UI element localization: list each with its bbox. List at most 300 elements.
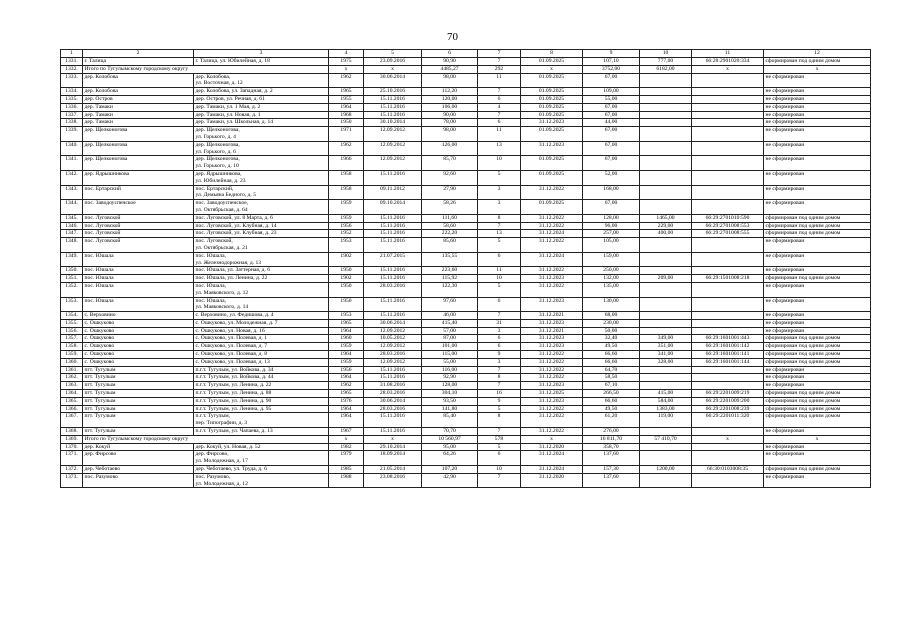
table-cell	[83, 382, 194, 390]
table-cell	[61, 351, 83, 359]
cell-line: пгт. Тугулым	[84, 374, 116, 381]
cell-line: 12.09.2012	[379, 141, 406, 148]
cell-line: п.г.т. Тугулым, ул. Чапаева, д. 13	[195, 428, 273, 435]
table-cell	[329, 443, 364, 451]
cell-line: 1965	[340, 390, 352, 397]
cell-line: 9	[497, 351, 501, 358]
cell-line: 119,00	[657, 413, 674, 420]
cell-line: 70,70	[443, 428, 456, 435]
table-cell	[478, 127, 521, 142]
cell-line: 1902	[340, 252, 352, 259]
cell-line-continued	[85, 80, 192, 87]
table-cell	[478, 374, 521, 382]
cell-line: 1353.	[65, 297, 78, 304]
cell-line: 66:28:2901020:334	[705, 58, 750, 64]
table-cell	[422, 312, 478, 320]
table-cell	[61, 111, 83, 119]
cell-line-continued	[766, 134, 869, 141]
cell-line: дер. Щелконогова	[84, 156, 128, 163]
table-cell	[194, 366, 329, 374]
cell-line: 1338.	[65, 119, 78, 126]
cell-line: дер. Остров	[84, 95, 113, 102]
table-cell	[329, 275, 364, 283]
cell-line: 66:29:2201011:320	[705, 413, 750, 420]
table-cell	[61, 312, 83, 320]
cell-line: 1965	[340, 88, 352, 95]
cell-line: 122,30	[441, 282, 458, 289]
cell-line-continued	[424, 260, 476, 267]
table-cell	[521, 170, 583, 185]
table-cell	[422, 111, 478, 119]
cell-line: дер. Фирсово,	[195, 451, 229, 458]
cell-line: 66:29:1601001:443	[705, 335, 750, 342]
cell-line-continued	[523, 192, 581, 199]
table-cell	[521, 397, 583, 405]
table-cell	[764, 473, 871, 488]
cell-line: пос. Юшала, ул. Заттерная, д. 6	[195, 267, 271, 274]
cell-line: 1333.	[65, 73, 78, 80]
table-cell	[194, 141, 329, 156]
table-cell	[640, 230, 692, 238]
table-cell	[83, 200, 194, 215]
cell-line-continued	[585, 245, 638, 252]
table-cell	[194, 95, 329, 103]
table-cell	[329, 214, 364, 222]
cell-line: сформирован под одним домом	[765, 358, 841, 365]
cell-line: 10	[496, 156, 502, 163]
cell-line: с. Ошкуково	[84, 343, 115, 350]
cell-line: 31.12.2022	[538, 428, 565, 435]
table-cell	[583, 473, 640, 488]
cell-line: 11	[496, 267, 502, 274]
table-cell	[583, 312, 640, 320]
table-cell	[83, 111, 194, 119]
cell-line: дер. Тамаки	[84, 103, 113, 110]
table-cell	[194, 58, 329, 66]
cell-line: 116,00	[441, 366, 458, 373]
table-row	[61, 428, 871, 436]
cell-line-continued	[766, 290, 869, 297]
table-cell	[692, 73, 764, 88]
table-cell	[583, 58, 640, 66]
table-cell	[83, 390, 194, 398]
table-cell	[364, 230, 422, 238]
table-cell	[478, 252, 521, 267]
cell-line: 1360.	[65, 358, 78, 365]
table-row	[61, 111, 871, 119]
cell-line-continued: ул. Молодежная, д. 12	[195, 480, 248, 487]
cell-line: сформирован под одним домом	[765, 214, 841, 221]
table-cell	[640, 88, 692, 96]
table-cell	[329, 111, 364, 119]
table-cell	[61, 374, 83, 382]
table-cell	[521, 428, 583, 436]
cell-line: 67,00	[604, 200, 618, 207]
cell-line: дер. Колобова	[84, 73, 118, 80]
cell-line: 777,00	[657, 58, 674, 64]
table-row	[61, 170, 871, 185]
cell-line: с. Верховино	[84, 312, 116, 319]
cell-line: 3	[497, 327, 501, 334]
table-cell	[422, 327, 478, 335]
table-cell	[61, 230, 83, 238]
cell-line-continued	[766, 178, 869, 185]
table-cell	[194, 343, 329, 351]
cell-line: 98,00	[443, 127, 456, 134]
column-header: 12	[764, 50, 871, 58]
cell-line-continued	[642, 238, 690, 245]
cell-line: 400,00	[657, 230, 674, 237]
cell-line-continued	[63, 149, 81, 156]
cell-line: 01.09.2025	[538, 111, 565, 118]
table-cell	[83, 343, 194, 351]
table-cell	[422, 451, 478, 466]
cell-line-continued	[694, 186, 762, 193]
table-cell	[640, 58, 692, 66]
cell-line-continued	[85, 149, 192, 156]
cell-line: дер. Щелконогова	[84, 141, 128, 148]
cell-line: 415,00	[657, 390, 674, 397]
cell-line-continued	[424, 192, 476, 199]
cell-line: 31.08.2016	[379, 382, 406, 389]
table-row	[61, 358, 871, 366]
table-cell	[364, 319, 422, 327]
table-cell	[764, 119, 871, 127]
table-cell	[422, 275, 478, 283]
cell-line: дер. Тамаки, ул. 1 Мая, д. 2	[195, 103, 261, 110]
table-cell	[764, 275, 871, 283]
table-cell	[61, 222, 83, 230]
table-row	[61, 238, 871, 253]
cell-line: 55,00	[443, 358, 456, 365]
table-cell	[61, 390, 83, 398]
cell-line: не сформирован	[765, 282, 805, 289]
table-cell	[422, 428, 478, 436]
table-row	[61, 230, 871, 238]
table-cell	[422, 351, 478, 359]
cell-line: 1345.	[65, 214, 78, 221]
table-cell	[478, 358, 521, 366]
table-cell	[364, 312, 422, 320]
table-cell	[83, 238, 194, 253]
cell-line: с. Ошкуково	[84, 319, 115, 326]
cell-line: 1352.	[65, 282, 78, 289]
table-cell	[83, 58, 194, 66]
cell-line: 58,50	[604, 374, 618, 381]
cell-line: 66:29:2701010:590	[705, 214, 750, 221]
table-cell	[640, 428, 692, 436]
table-cell	[764, 390, 871, 398]
table-cell	[521, 382, 583, 390]
cell-line: 1340.	[65, 141, 78, 148]
cell-line: пос. Ертарский,	[195, 185, 234, 192]
table-cell	[583, 382, 640, 390]
table-cell	[364, 351, 422, 359]
cell-line-continued: ул. Горького, д. 6	[195, 148, 236, 155]
cell-line: 349,00	[657, 335, 674, 342]
table-cell	[329, 252, 364, 267]
cell-line: п.г.т. Тугулым, ул. Войкова, д. 34	[195, 366, 274, 373]
cell-line-continued	[366, 481, 420, 488]
cell-line-continued	[694, 142, 762, 149]
cell-line: 1964	[340, 327, 352, 334]
table-row	[61, 312, 871, 320]
table-cell	[764, 141, 871, 156]
table-cell	[521, 58, 583, 66]
cell-line-continued	[523, 260, 581, 267]
cell-line-continued	[480, 420, 519, 427]
cell-line: 141,80	[441, 405, 458, 412]
cell-line: п.г.т. Тугулым,	[195, 413, 231, 420]
cell-line: п.г.т. Тугулым, ул. Войкова, д. 44	[195, 374, 274, 381]
cell-line: 31.12.2022	[538, 267, 565, 274]
table-cell	[61, 366, 83, 374]
table-cell	[583, 214, 640, 222]
cell-line-continued	[63, 163, 81, 170]
table-cell	[640, 297, 692, 312]
cell-line: дер. Чеботаево, ул. Труда, д. 6	[195, 466, 267, 473]
table-cell	[764, 351, 871, 359]
cell-line-continued	[85, 304, 192, 311]
table-cell	[521, 111, 583, 119]
cell-line: 101,00	[441, 343, 458, 350]
cell-line: не сформирован	[765, 297, 805, 304]
table-cell	[61, 200, 83, 215]
cell-line: пос. Разумово	[84, 473, 118, 480]
cell-line: 13	[496, 141, 502, 148]
table-cell	[692, 252, 764, 267]
table-cell	[640, 73, 692, 88]
cell-line-continued	[585, 149, 638, 156]
table-cell	[640, 222, 692, 230]
table-cell	[764, 413, 871, 428]
table-cell: 4485,27	[422, 65, 478, 73]
cell-line: 1359.	[65, 351, 78, 358]
table-cell	[521, 343, 583, 351]
cell-line-continued	[424, 420, 476, 427]
cell-line: 1960	[340, 335, 352, 342]
cell-line: 28.03.2016	[379, 390, 406, 397]
table-cell	[194, 358, 329, 366]
table-cell	[194, 335, 329, 343]
cell-line: с. Ошкуково, ул. Молодежная, д. 7	[195, 319, 278, 326]
table-cell	[422, 382, 478, 390]
table-cell	[194, 382, 329, 390]
table-cell	[329, 327, 364, 335]
cell-line: 5	[497, 443, 501, 450]
table-row	[61, 73, 871, 88]
cell-line: 66:29:1601001:141	[705, 351, 750, 358]
cell-line-continued	[424, 290, 476, 297]
cell-line: пгт. Тугулым	[84, 428, 116, 435]
column-header: 8	[521, 50, 583, 58]
table-cell	[329, 382, 364, 390]
table-cell	[583, 141, 640, 156]
cell-line-continued: ул. Маяковского, д. 14	[195, 304, 249, 311]
cell-line: 67,00	[604, 156, 618, 163]
table-cell	[422, 267, 478, 275]
cell-line: 01.09.2025	[538, 58, 565, 64]
cell-line: 128,00	[441, 382, 458, 389]
table-cell	[194, 127, 329, 142]
table-cell	[194, 111, 329, 119]
table-cell	[329, 230, 364, 238]
table-row	[61, 119, 871, 127]
table-cell	[364, 327, 422, 335]
table-cell	[329, 297, 364, 312]
table-cell	[640, 252, 692, 267]
cell-line-continued	[523, 420, 581, 427]
cell-line: 1950	[340, 282, 352, 289]
cell-line: 1372.	[65, 466, 78, 473]
cell-line: 23.08.2016	[379, 473, 406, 480]
table-cell	[764, 185, 871, 200]
column-header: 2	[83, 50, 194, 58]
cell-line: дер. Кокуй, ул. Новая, д. 52	[195, 443, 261, 450]
cell-line: 10.05.2012	[379, 335, 406, 342]
cell-line: 415,40	[441, 319, 458, 326]
cell-line: пос. Луговской	[84, 238, 121, 245]
table-cell	[764, 156, 871, 171]
table-cell	[583, 103, 640, 111]
cell-line-continued	[424, 207, 476, 214]
cell-line: 1349.	[65, 252, 78, 259]
cell-line: 30.06.2014	[379, 397, 406, 404]
cell-line: 31.12.2023	[538, 275, 565, 282]
table-cell	[329, 282, 364, 297]
table-row	[61, 222, 871, 230]
cell-line: 1962	[340, 73, 352, 80]
cell-line-continued	[366, 207, 420, 214]
table-cell	[364, 405, 422, 413]
cell-line: 1346.	[65, 222, 78, 229]
cell-line: пос. Луговской, ул. Клубная, д. 23	[195, 230, 277, 237]
cell-line-continued	[523, 290, 581, 297]
cell-line: не сформирован	[765, 103, 805, 110]
table-cell	[83, 230, 194, 238]
table-cell	[521, 103, 583, 111]
cell-line: 1964	[340, 103, 352, 110]
table-cell	[521, 358, 583, 366]
cell-line-continued	[366, 134, 420, 141]
cell-line-continued	[642, 420, 690, 427]
cell-line: 1902	[340, 275, 352, 282]
table-cell	[478, 451, 521, 466]
table-cell	[478, 95, 521, 103]
table-cell	[364, 127, 422, 142]
cell-line: 15.11.2016	[380, 95, 405, 102]
cell-line: 1342.	[65, 170, 78, 177]
table-cell	[364, 156, 422, 171]
table-cell	[364, 282, 422, 297]
cell-line-continued	[366, 458, 420, 465]
cell-line: не сформирован	[765, 327, 805, 334]
table-cell	[478, 428, 521, 436]
cell-line: 8	[497, 214, 501, 221]
cell-line-continued	[694, 200, 762, 207]
table-row	[61, 214, 871, 222]
table-cell	[61, 119, 83, 127]
table-cell	[583, 200, 640, 215]
cell-line: пгт. Тугулым	[84, 397, 116, 404]
cell-line-continued	[585, 80, 638, 87]
table-cell	[583, 170, 640, 185]
table-cell	[329, 222, 364, 230]
cell-line: 109,00	[603, 88, 619, 95]
cell-line: 31.12.2022	[538, 366, 565, 373]
table-cell	[764, 397, 871, 405]
cell-line: 31.12.2020	[538, 443, 565, 450]
cell-line: 1950	[340, 297, 352, 304]
cell-line: не сформирован	[765, 141, 805, 148]
cell-line: 1337.	[65, 111, 78, 118]
table-cell	[764, 319, 871, 327]
table-cell	[640, 141, 692, 156]
table-cell	[764, 428, 871, 436]
cell-line-continued	[366, 245, 420, 252]
cell-line: 1366.	[65, 405, 78, 412]
table-cell	[83, 73, 194, 88]
cell-line: 1964	[340, 413, 352, 420]
table-cell	[422, 343, 478, 351]
table-cell	[764, 230, 871, 238]
table-cell	[422, 185, 478, 200]
cell-line: 304,10	[441, 390, 458, 397]
table-cell	[422, 252, 478, 267]
table-cell	[83, 413, 194, 428]
table-row	[61, 413, 871, 428]
table-cell	[194, 397, 329, 405]
cell-line: не сформирован	[765, 88, 805, 95]
table-cell	[478, 319, 521, 327]
cell-line-continued	[585, 163, 638, 170]
table-cell	[329, 473, 364, 488]
table-cell	[83, 127, 194, 142]
cell-line: 1373.	[65, 473, 78, 480]
table-cell	[61, 335, 83, 343]
cell-line: 135,55	[441, 252, 458, 259]
table-cell	[583, 366, 640, 374]
table-cell	[329, 451, 364, 466]
table-cell	[194, 390, 329, 398]
cell-line-continued	[331, 178, 362, 185]
cell-line-continued	[424, 80, 476, 87]
cell-line: 120,00	[441, 95, 458, 102]
table-cell	[583, 343, 640, 351]
cell-line: 1953	[340, 312, 352, 319]
cell-line: 1985	[340, 466, 352, 473]
table-cell	[640, 275, 692, 283]
table-row	[61, 390, 871, 398]
cell-line: 31.12.2021	[538, 312, 565, 319]
table-cell	[640, 170, 692, 185]
cell-line: 1958	[340, 185, 352, 192]
cell-line: 31.12.2024	[538, 252, 565, 259]
cell-line: пос. Юшала	[84, 275, 114, 282]
cell-line-continued	[694, 171, 762, 178]
table-cell	[640, 282, 692, 297]
cell-line-continued	[480, 207, 519, 214]
cell-line: 13	[496, 230, 502, 237]
cell-line: 6	[497, 343, 501, 350]
cell-line: 49,50	[604, 405, 618, 412]
table-cell	[692, 185, 764, 200]
table-row	[61, 351, 871, 359]
table-cell	[329, 119, 364, 127]
table-cell	[329, 374, 364, 382]
cell-line: 66:29:2701008:555	[705, 230, 750, 237]
total-label-cell: Итого по Тугулымскому городскому округу	[83, 435, 329, 443]
